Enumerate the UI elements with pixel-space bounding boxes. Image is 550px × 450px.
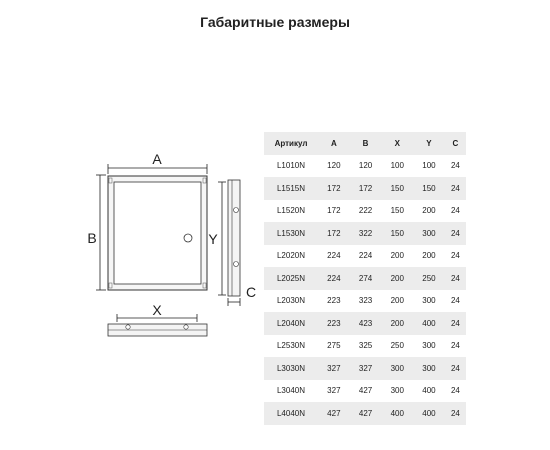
cell-a: 224	[327, 273, 341, 283]
cell-article: L2030N	[276, 296, 306, 306]
hatch-door	[114, 182, 201, 284]
table-row	[264, 335, 466, 358]
cell-article: L1010N	[276, 161, 306, 171]
cell-y: 300	[422, 341, 436, 351]
cell-c: 24	[450, 206, 460, 216]
cell-b: 322	[358, 228, 373, 238]
cell-x: 200	[390, 273, 404, 283]
cell-b: 274	[358, 273, 373, 283]
cell-a: 427	[327, 408, 341, 418]
label-c: C	[245, 284, 257, 300]
cell-y: 400	[422, 318, 436, 328]
cell-x: 300	[390, 386, 404, 396]
cell-y: 300	[422, 228, 436, 238]
table-row	[264, 267, 466, 290]
cell-a: 172	[327, 228, 341, 238]
label-a: A	[152, 151, 162, 167]
cell-y: 400	[422, 408, 436, 418]
cell-y: 150	[422, 183, 436, 193]
cell-y: 100	[422, 161, 436, 171]
cell-c: 24	[450, 408, 460, 418]
table-row	[264, 155, 466, 178]
cell-x: 100	[390, 161, 404, 171]
table-row	[264, 312, 466, 335]
cell-a: 172	[327, 183, 341, 193]
side-view	[228, 180, 240, 296]
cell-a: 224	[327, 251, 341, 261]
cell-c: 24	[450, 273, 460, 283]
cell-y: 200	[422, 251, 436, 261]
cell-c: 24	[450, 386, 460, 396]
cell-c: 24	[450, 161, 460, 171]
cell-article: L3040N	[276, 386, 306, 396]
cell-b: 327	[358, 363, 373, 373]
header-article: Артикул	[274, 138, 308, 148]
cell-c: 24	[450, 228, 460, 238]
cell-c: 24	[450, 341, 460, 351]
cell-y: 300	[422, 363, 436, 373]
cell-a: 120	[327, 161, 341, 171]
header-y: Y	[426, 138, 432, 148]
cell-x: 400	[390, 408, 404, 418]
table-row	[264, 200, 466, 223]
cell-b: 325	[358, 341, 373, 351]
cell-article: L1520N	[276, 206, 306, 216]
header-x: X	[394, 138, 400, 148]
table-row	[264, 357, 466, 380]
cell-b: 222	[358, 206, 373, 216]
cell-article: L2020N	[276, 251, 306, 261]
lock-circle	[184, 234, 192, 242]
cell-a: 172	[327, 206, 341, 216]
table-row	[264, 177, 466, 200]
cell-article: L2040N	[276, 318, 306, 328]
table-row	[264, 402, 466, 425]
cell-article: L2025N	[276, 273, 306, 283]
cell-b: 120	[358, 161, 373, 171]
table-row	[264, 245, 466, 268]
cell-c: 24	[450, 296, 460, 306]
cell-b: 224	[358, 251, 373, 261]
cell-c: 24	[450, 183, 460, 193]
cell-y: 300	[422, 296, 436, 306]
cell-b: 172	[358, 183, 373, 193]
cell-x: 150	[390, 206, 404, 216]
cell-article: L2530N	[276, 341, 306, 351]
table-row	[264, 290, 466, 313]
cell-b: 427	[358, 386, 373, 396]
cell-a: 275	[327, 341, 341, 351]
cell-c: 24	[450, 251, 460, 261]
label-x: X	[152, 302, 162, 318]
cell-x: 150	[390, 183, 404, 193]
cell-y: 400	[422, 386, 436, 396]
table-row	[264, 222, 466, 245]
cell-article: L1515N	[276, 183, 306, 193]
cell-a: 327	[327, 363, 341, 373]
cell-b: 427	[358, 408, 373, 418]
header-b: B	[362, 138, 369, 148]
cell-x: 200	[390, 251, 404, 261]
cell-x: 150	[390, 228, 404, 238]
cell-article: L3030N	[276, 363, 306, 373]
cell-b: 423	[358, 318, 373, 328]
hatch-dimension-drawing	[80, 140, 270, 350]
cell-c: 24	[450, 363, 460, 373]
page-title: Габаритные размеры	[200, 14, 350, 30]
cell-y: 200	[422, 206, 436, 216]
dimensions-table	[264, 132, 466, 425]
table-row	[264, 380, 466, 403]
cell-a: 327	[327, 386, 341, 396]
cell-y: 250	[422, 273, 436, 283]
label-b: B	[87, 230, 97, 246]
cell-a: 223	[327, 296, 341, 306]
header-a: A	[330, 138, 337, 148]
cell-a: 223	[327, 318, 341, 328]
cell-x: 200	[390, 296, 404, 306]
table-header-row	[264, 132, 466, 155]
technical-drawing	[80, 140, 270, 350]
cell-article: L4040N	[276, 408, 306, 418]
cell-x: 250	[390, 341, 404, 351]
cell-x: 300	[390, 363, 404, 373]
header-c: C	[452, 138, 459, 148]
cell-x: 200	[390, 318, 404, 328]
cell-c: 24	[450, 318, 460, 328]
label-y: Y	[208, 231, 218, 247]
cell-article: L1530N	[276, 228, 306, 238]
cell-b: 323	[358, 296, 373, 306]
